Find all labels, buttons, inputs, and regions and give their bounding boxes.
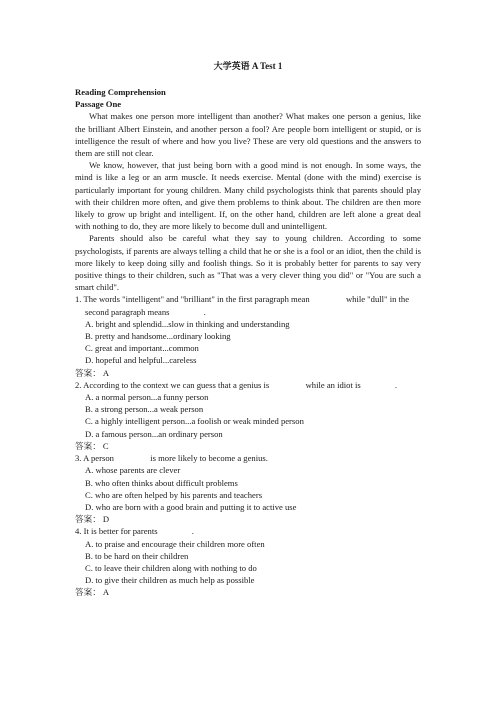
document-body xyxy=(75,86,421,599)
question-text: . xyxy=(203,306,206,317)
option: B. pretty and handsome...ordinary looking xyxy=(85,331,231,342)
question-text: . xyxy=(394,379,398,390)
answer-line: 答案： A xyxy=(75,367,110,378)
option: C. to leave their children along with nothing to do xyxy=(85,562,257,573)
question-text: 3. A person xyxy=(75,453,114,464)
option: B. who often thinks about difficult problems xyxy=(85,477,238,488)
answer-line: 答案： C xyxy=(75,440,109,451)
question-stem xyxy=(75,293,421,317)
passage-heading: Passage One xyxy=(75,99,122,110)
question-text: . xyxy=(191,526,194,537)
option: C. great and important...common xyxy=(85,343,199,354)
section-heading: Reading Comprehension xyxy=(75,87,166,97)
question-text: 1. The words "intelligent" and "brilliant" in the first paragraph mean xyxy=(75,294,310,305)
question-stem xyxy=(75,525,421,537)
answer-line: 答案： D xyxy=(75,514,110,525)
option: C. a highly intelligent person...a foolish or weak minded person xyxy=(85,416,304,427)
option: C. who are often helped by his parents and teachers xyxy=(85,489,263,500)
option: B. a strong person...a weak person xyxy=(85,404,204,415)
option: A. to praise and encourage their children more often xyxy=(85,538,265,549)
question-text: 2. According to the context we can guess that a genius is xyxy=(75,379,270,390)
question-text: while "dull" in the second paragraph means xyxy=(85,294,410,317)
question-text: while an idiot is xyxy=(305,379,361,390)
option: D. a famous person...an ordinary person xyxy=(85,428,223,439)
option: B. to be hard on their children xyxy=(85,550,189,561)
question-text: is more likely to become a genius. xyxy=(150,453,268,464)
question-text: 4. It is better for parents xyxy=(75,526,158,537)
question-stem xyxy=(75,452,421,464)
answer-line: 答案： A xyxy=(75,587,110,598)
option: A. bright and splendid...slow in thinking and understanding xyxy=(85,318,290,329)
option: D. hopeful and helpful...careless xyxy=(85,355,197,366)
option: D. to give their children as much help as possible xyxy=(85,575,255,586)
option: A. whose parents are clever xyxy=(85,465,181,476)
paragraph: Parents should also be careful what they say to young children. According to some psychologists, if parents are always telling a child that he or she is a fool or an idiot, then the child is more likely to keep doing silly and foolish things. So it is probably better for parents to say very positive things to their children, such as "That was a very clever thing you did" or "You are such a smart child". xyxy=(75,233,421,293)
question-stem xyxy=(75,379,421,391)
paragraph: We know, however, that just being born with a good mind is not enough. In some ways, the mind is like a leg or an arm muscle. It needs exercise. Mental (done with the mind) exercise is particularly important for young children. Many child psychologists think that parents should play with their children more often, and give them problems to think about. The children are then more likely to grow up bright and intelligent. If, on the other hand, children are left alone a great deal with nothing to do, they are more likely to become dull and unintelligent. xyxy=(75,160,421,232)
option: A. a normal person...a funny person xyxy=(85,392,209,403)
paragraph: What makes one person more intelligent than another? What makes one person a genius, like the brilliant Albert Einstein, and another person a fool? Are people born intelligent or stupid, or is intelligence the result of where and how you live? These are very old questions and the answers to them are still not clear. xyxy=(75,111,421,159)
option: D. who are born with a good brain and putting it to active use xyxy=(85,501,297,512)
document-title: 大学英语 A Test 1 xyxy=(213,61,283,71)
